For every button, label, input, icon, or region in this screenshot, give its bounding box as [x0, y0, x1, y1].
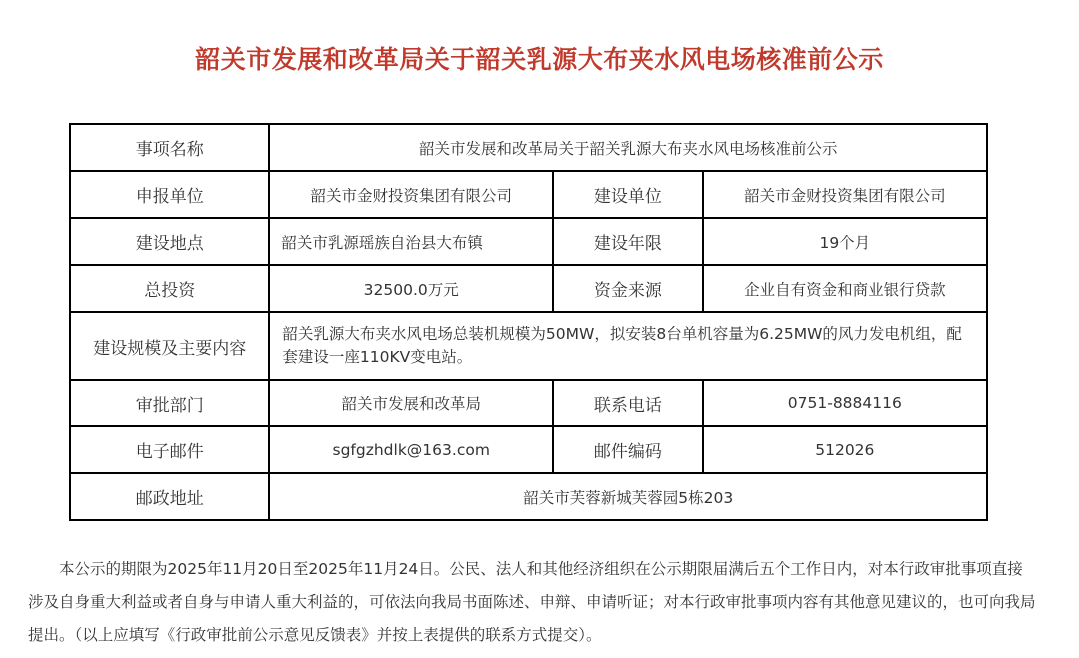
table-row — [70, 124, 987, 171]
period-value: 19个月 — [703, 218, 987, 265]
table-row — [70, 473, 987, 520]
table-row — [70, 171, 987, 218]
applicant-value: 韶关市金财投资集团有限公司 — [269, 171, 553, 218]
address-label: 邮政地址 — [70, 473, 269, 520]
investment-value: 32500.0万元 — [269, 265, 553, 312]
address-value: 韶关市芙蓉新城芙蓉园5栋203 — [269, 473, 987, 520]
email-value: sgfgzhdlk@163.com — [269, 426, 553, 473]
funding-label: 资金来源 — [553, 265, 703, 312]
scale-label: 建设规模及主要内容 — [70, 312, 269, 380]
table-row — [70, 380, 987, 426]
table-row — [70, 426, 987, 473]
builder-label: 建设单位 — [553, 171, 703, 218]
dept-label: 审批部门 — [70, 380, 269, 426]
table-row — [70, 218, 987, 265]
location-label: 建设地点 — [70, 218, 269, 265]
phone-label: 联系电话 — [553, 380, 703, 426]
phone-value: 0751-8884116 — [703, 380, 987, 426]
builder-value: 韶关市金财投资集团有限公司 — [703, 171, 987, 218]
dept-value: 韶关市发展和改革局 — [269, 380, 553, 426]
postcode-value: 512026 — [703, 426, 987, 473]
table-row — [70, 312, 987, 380]
page-title: 韶关市发展和改革局关于韶关乳源大布夹水风电场核准前公示 — [195, 45, 884, 74]
funding-value: 企业自有资金和商业银行贷款 — [703, 265, 987, 312]
period-label: 建设年限 — [553, 218, 703, 265]
postcode-label: 邮件编码 — [553, 426, 703, 473]
table-row — [70, 265, 987, 312]
applicant-label: 申报单位 — [70, 171, 269, 218]
email-label: 电子邮件 — [70, 426, 269, 473]
location-value: 韶关市乳源瑶族自治县大布镇 — [269, 218, 553, 265]
investment-label: 总投资 — [70, 265, 269, 312]
notice-paragraph: 本公示的期限为2025年11月20日至2025年11月24日。公民、法人和其他经济组织在公示期限届满后五个工作日内，对本行政审批事项直接涉及自身重大利益或者自身与申请人重大利益的，可依法向我局书面陈述、申辩、申请听证；对本行政审批事项内容有其他意见建议的，也可向我局提出。（以上应填写《行政审批前公示意见反馈表》并按上表提供的联系方式提交）。 — [28, 560, 1036, 644]
scale-value: 韶关乳源大布夹水风电场总装机规模为50MW，拟安装8台单机容量为6.25MW的风力发电机组，配套建设一座110KV变电站。 — [269, 312, 987, 380]
item-name-label: 事项名称 — [70, 124, 269, 171]
info-table — [69, 123, 988, 521]
item-name-value: 韶关市发展和改革局关于韶关乳源大布夹水风电场核准前公示 — [269, 124, 987, 171]
